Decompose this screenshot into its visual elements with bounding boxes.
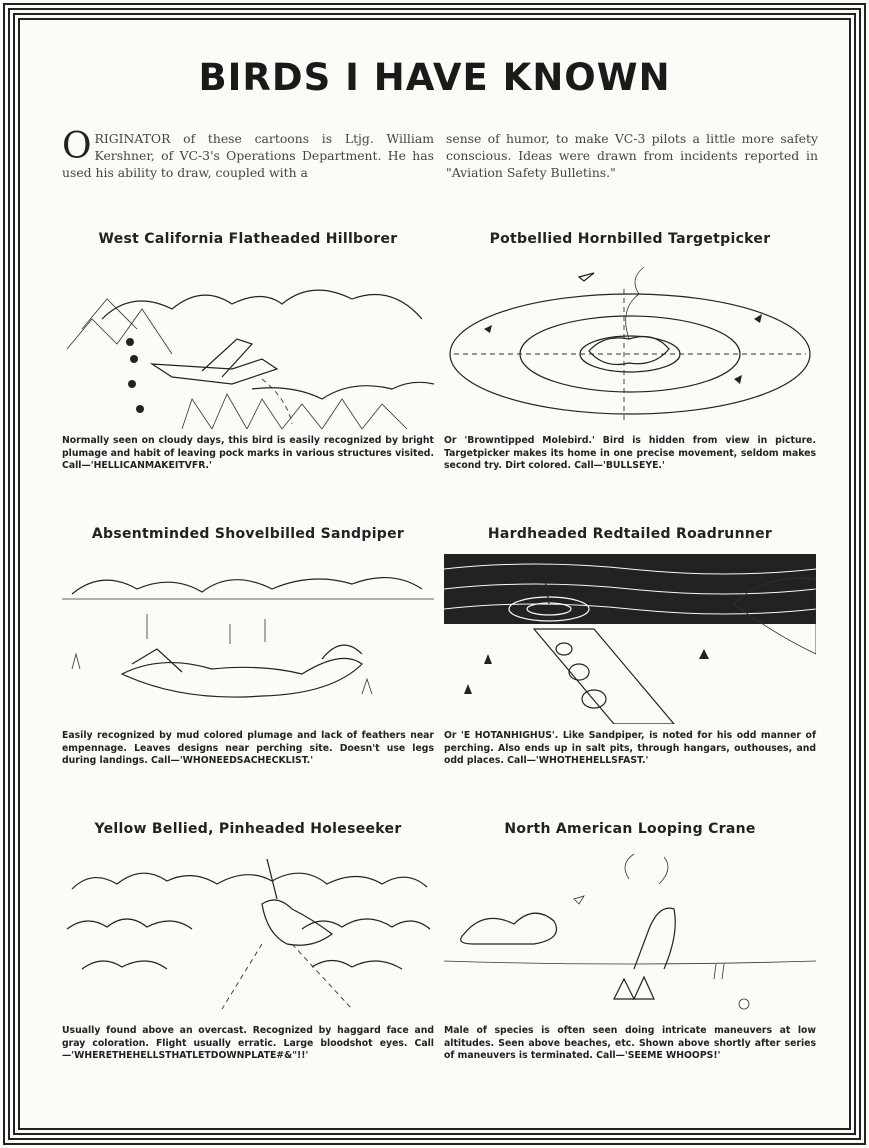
intro-dropcap: O [62,126,92,167]
cartoon-illustration-targetpicker [444,259,816,429]
bird-title: West California Flatheaded Hillborer [98,231,398,247]
cartoon-illustration-sandpiper [62,554,434,724]
bird-caption: Male of species is often seen doing intricate maneuvers at low altitudes. Seen above beaches, etc. Shown above shortly after series of maneuvers is terminated. Call—'SEEME WHOOPS!' [444,1025,816,1061]
intro-left-column [62,126,434,181]
bird-caption: Normally seen on cloudy days, this bird is easily recognized by bright plumage and habit of leaving pock marks in various structures visited. Call—'HELLICANMAKEITVFR.' [62,435,434,471]
cartoon-illustration-roadrunner [444,554,816,724]
cartoon-illustration-looping-crane [444,849,816,1019]
bird-card-hillborer [62,231,434,471]
bird-caption: Easily recognized by mud colored plumage and lack of feathers near empennage. Leaves designs near perching site. Doesn't use legs during landings. Call—'WHONEEDSACHECKLIST.' [62,730,434,766]
bird-card-targetpicker [444,231,816,471]
bird-title: North American Looping Crane [504,821,756,837]
bird-card-holeseeker [62,821,434,1061]
bird-caption: Or 'Browntipped Molebird.' Bird is hidden from view in picture. Targetpicker makes its home in one precise movement, seldom makes second try. Dirt colored. Call—'BULLSEYE.' [444,435,816,471]
bird-card-roadrunner [444,526,816,766]
intro-left-text: RIGINATOR of these cartoons is Ltjg. William Kershner, of VC-3's Operations Department. He has used his ability to draw, coupled with a [62,131,434,180]
bird-title: Potbellied Hornbilled Targetpicker [489,231,771,247]
bird-card-looping-crane [444,821,816,1061]
bird-caption: Or 'E HOTANHIGHUS'. Like Sandpiper, is noted for his odd manner of perching. Also ends up in salt pits, through hangars, outhouses, and odd places. Call—'WHOTHEHELLSFAST.' [444,730,816,766]
bird-title: Yellow Bellied, Pinheaded Holeseeker [94,821,402,837]
bird-caption: Usually found above an overcast. Recognized by haggard face and gray coloration. Flight usually erratic. Large bloodshot eyes. Call—'WHERETHEHELLSTHATLETDOWNPLATE#&"!!' [62,1025,434,1061]
cartoon-illustration-holeseeker [62,849,434,1019]
bird-title: Hardheaded Redtailed Roadrunner [487,526,773,542]
cartoon-illustration-hillborer [62,259,434,429]
intro-right-column: sense of humor, to make VC-3 pilots a little more safety conscious. Ideas were drawn from incidents reported in "Aviation Safety Bulletins." [446,131,818,180]
bird-title: Absentminded Shovelbilled Sandpiper [91,526,405,542]
page-title: BIRDS I HAVE KNOWN [198,56,671,99]
bird-card-sandpiper [62,526,434,766]
